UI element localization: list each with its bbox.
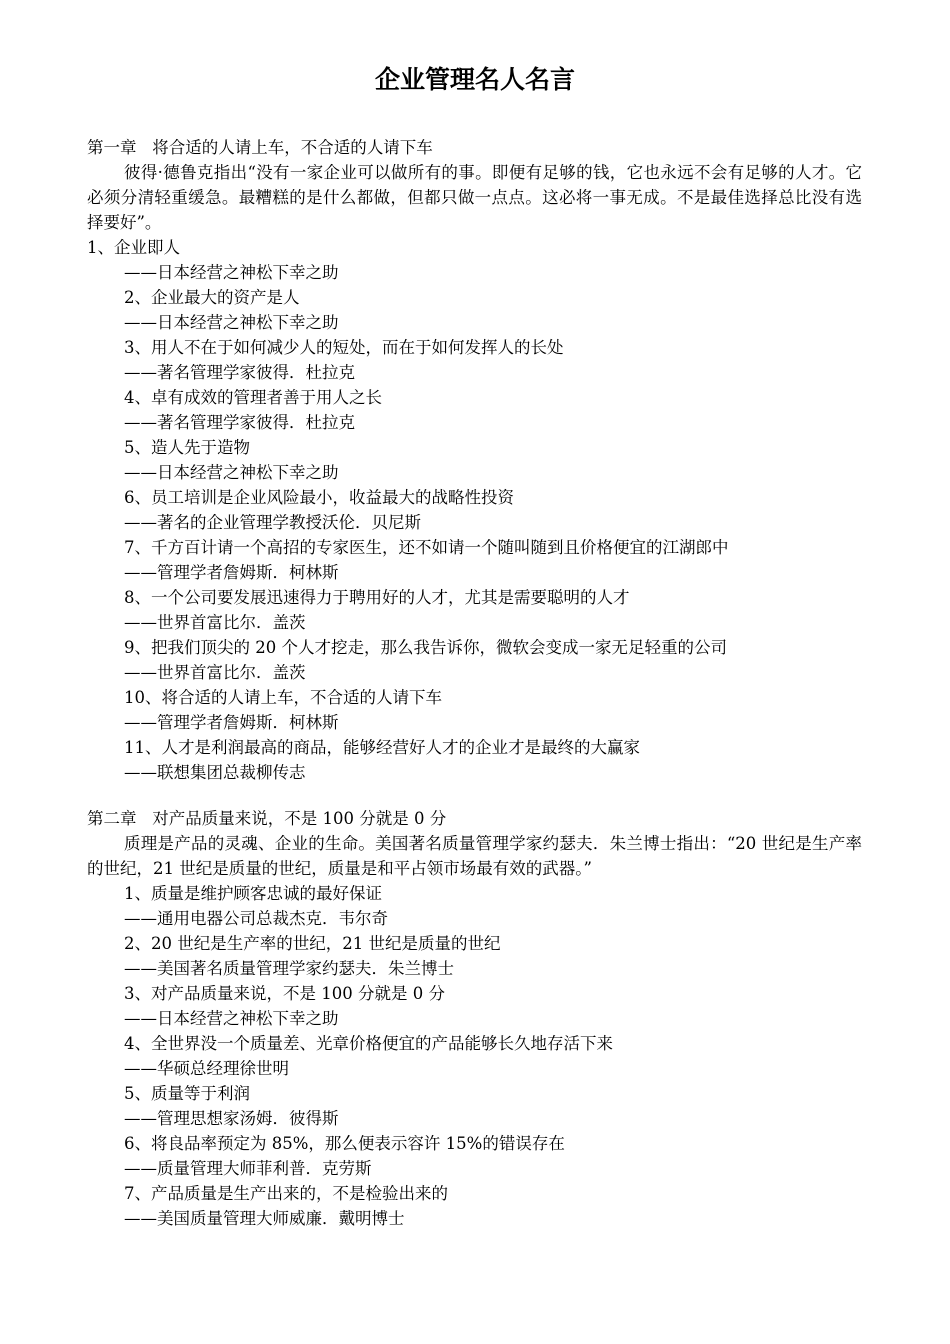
quote-line: 11、人才是利润最高的商品，能够经营好人才的企业才是最终的大赢家	[124, 738, 640, 757]
quote-attribution: ——管理学者詹姆斯．柯林斯	[124, 563, 339, 582]
quote-attribution: ——管理学者詹姆斯．柯林斯	[124, 713, 339, 732]
quote-line: 3、对产品质量来说，不是 100 分就是 0 分	[124, 984, 445, 1003]
quote-attribution: ——世界首富比尔．盖茨	[124, 663, 306, 682]
quote-line: 5、质量等于利润	[124, 1084, 250, 1103]
quote-line: 3、用人不在于如何减少人的短处，而在于如何发挥人的长处	[124, 338, 564, 357]
quote-line: 2、20 世纪是生产率的世纪，21 世纪是质量的世纪	[124, 934, 501, 953]
document-title: 企业管理名人名言	[374, 65, 575, 94]
quote-attribution: ——日本经营之神松下幸之助	[124, 463, 339, 482]
quote-attribution: ——著名的企业管理学教授沃伦．贝尼斯	[124, 513, 421, 532]
quote-attribution: ——美国质量管理大师威廉．戴明博士	[124, 1209, 405, 1228]
quote-line: 7、产品质量是生产出来的，不是检验出来的	[124, 1184, 448, 1203]
chapter-heading: 第一章 将合适的人请上车，不合适的人请下车	[87, 138, 433, 157]
quote-attribution: ——日本经营之神松下幸之助	[124, 263, 339, 282]
chapter-2	[87, 806, 862, 1231]
quote-attribution: ——华硕总经理徐世明	[124, 1059, 289, 1078]
quote-line: 7、千方百计请一个高招的专家医生，还不如请一个随叫随到且价格便宜的江湖郎中	[124, 538, 729, 557]
chapter-1	[87, 135, 862, 785]
quote-line: 1、企业即人	[87, 238, 180, 257]
chapter-heading: 第二章 对产品质量来说，不是 100 分就是 0 分	[87, 809, 447, 828]
quote-attribution: ——质量管理大师菲利普．克劳斯	[124, 1159, 372, 1178]
quote-attribution: ——著名管理学家彼得．杜拉克	[124, 413, 355, 432]
quote-attribution: ——日本经营之神松下幸之助	[124, 313, 339, 332]
chapter-intro: 彼得·德鲁克指出“没有一家企业可以做所有的事。即便有足够的钱，它也永远不会有足够的人才。它必须分清轻重缓急。最糟糕的是什么都做，但都只做一点点。这必将一事无成。不是最佳选择总比没有选择要好”。	[87, 163, 862, 232]
quote-attribution: ——联想集团总裁柳传志	[124, 763, 306, 782]
quote-line: 5、造人先于造物	[124, 438, 250, 457]
quote-line: 8、一个公司要发展迅速得力于聘用好的人才，尤其是需要聪明的人才	[124, 588, 630, 607]
quote-line: 2、企业最大的资产是人	[124, 288, 300, 307]
quote-attribution: ——美国著名质量管理学家约瑟夫．朱兰博士	[124, 959, 454, 978]
quote-line: 4、卓有成效的管理者善于用人之长	[124, 388, 382, 407]
chapter-intro: 质理是产品的灵魂、企业的生命。美国著名质量管理学家约瑟夫．朱兰博士指出：“20 世纪是生产率的世纪，21 世纪是质量的世纪，质量是和平占领市场最有效的武器。”	[87, 834, 862, 878]
quote-attribution: ——管理思想家汤姆．彼得斯	[124, 1109, 339, 1128]
quote-line: 6、员工培训是企业风险最小，收益最大的战略性投资	[124, 488, 514, 507]
quote-attribution: ——著名管理学家彼得．杜拉克	[124, 363, 355, 382]
quote-line: 9、把我们顶尖的 20 个人才挖走，那么我告诉你，微软会变成一家无足轻重的公司	[124, 638, 727, 657]
quote-line: 10、将合适的人请上车，不合适的人请下车	[124, 688, 442, 707]
quote-attribution: ——世界首富比尔．盖茨	[124, 613, 306, 632]
quote-attribution: ——通用电器公司总裁杰克．韦尔奇	[124, 909, 388, 928]
quote-list	[87, 260, 862, 785]
quote-line: 4、全世界没一个质量差、光章价格便宜的产品能够长久地存活下来	[124, 1034, 613, 1053]
quote-attribution: ——日本经营之神松下幸之助	[124, 1009, 339, 1028]
quote-line: 1、质量是维护顾客忠诚的最好保证	[124, 884, 382, 903]
quote-line: 6、将良品率预定为 85%，那么便表示容许 15%的错误存在	[124, 1134, 565, 1153]
quote-list	[87, 881, 862, 1231]
